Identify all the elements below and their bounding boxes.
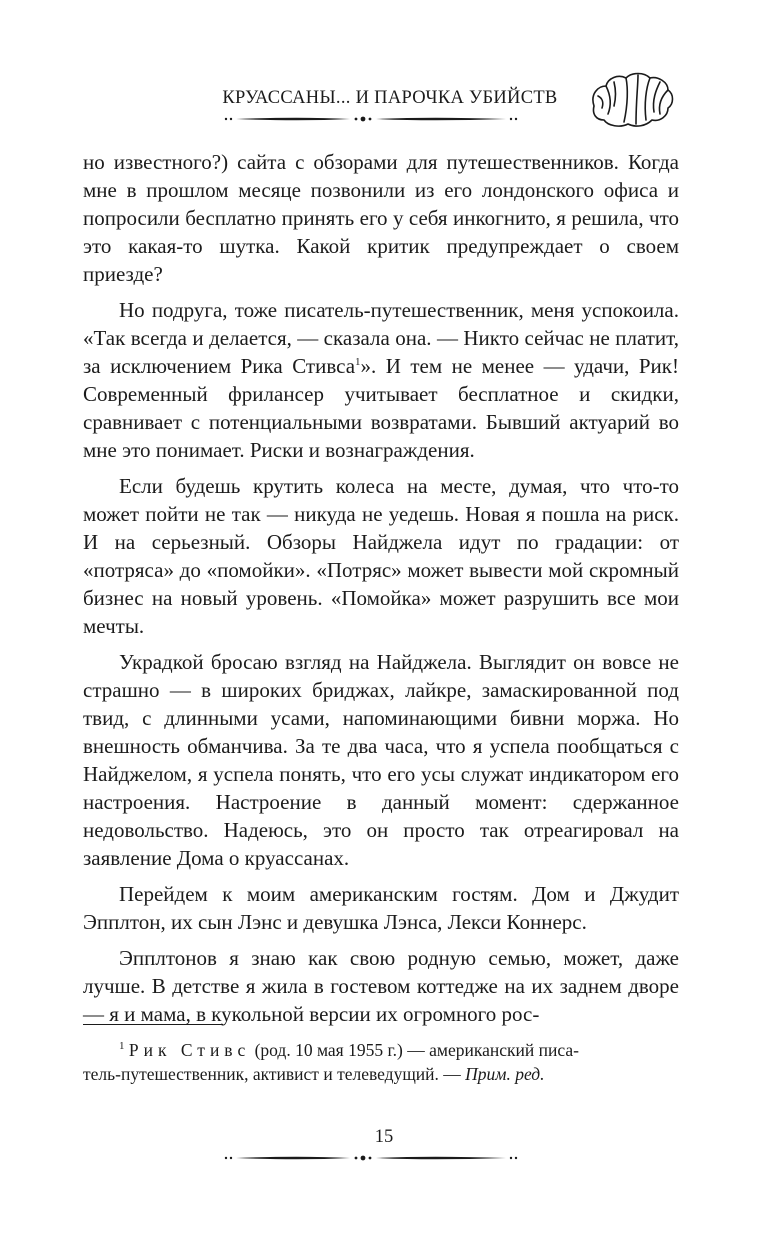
footnote-name: Рик Стивс xyxy=(128,1040,251,1060)
footnote-divider xyxy=(83,1024,223,1025)
paragraph: но известного?) сайта с обзорами для путешественников. Когда мне в прошлом месяце позвонили из его лондонского офиса и попросили бесплатно принять его у себя инкогнито, я решила, что это какая-то шутка. Какой критик предупреждает о своем приезде? xyxy=(83,150,679,286)
footnote-text: тель-путешественник, активист и телеведущий. — xyxy=(83,1064,461,1084)
footnote-line xyxy=(83,1038,679,1062)
footer-ornament xyxy=(0,1151,768,1165)
page-number: 15 xyxy=(374,1127,394,1147)
paragraph-text: Но подруга, тоже писатель-путешественник, меня успокоила. «Так всегда и делается, — сказала она. — Никто сейчас не платит, за исключением Рика Стивса xyxy=(83,298,679,378)
footnote-marker: 1 xyxy=(119,1040,125,1053)
running-title: КРУАССАНЫ... И ПАРОЧКА УБИЙСТВ xyxy=(222,88,558,108)
paragraph: Если будешь крутить колеса на месте, думая, что что-то может пойти не так — никуда не уедешь. Новая я пошла на риск. И на серьезный. Обзоры Найджела идут по градации: от «потряса» до «помойки». «Потряс» может вывести мой скромный бизнес на новый уровень. «Помойка» может разрушить все мои мечты. xyxy=(83,474,679,638)
main-text xyxy=(83,148,679,1036)
paragraph-text: ». И тем не менее — удачи, Рик! Современный фрилансер учитывает бесплатное и скидки, сравнивает с потенциальными возвратами. Бывший актуарий во мне это понимает. Риски и вознаграждения. xyxy=(83,354,679,462)
paragraph xyxy=(83,296,679,464)
editor-note: Прим. ред. xyxy=(465,1064,545,1084)
footnote-line xyxy=(83,1062,679,1086)
header-ornament xyxy=(0,112,768,126)
footnote xyxy=(83,1038,679,1086)
paragraph: Эпплтонов я знаю как свою родную семью, может, даже лучше. В детстве я жила в гостевом коттедже на их заднем дворе — я и мама, в кукольной версии их огромного рос- xyxy=(83,946,679,1026)
paragraph: Перейдем к моим американским гостям. Дом и Джудит Эпплтон, их сын Лэнс и девушка Лэнса, Лекси Коннерс. xyxy=(83,882,679,934)
footnote-reference: 1 xyxy=(355,356,361,368)
paragraph: Украдкой бросаю взгляд на Найджела. Выглядит он вовсе не страшно — в широких бриджах, лайкре, замаскированной под твид, с длинными усами, напоминающими бивни моржа. Но внешность обманчива. За те два часа, что я успела пообщаться с Найджелом, я успела понять, что его усы служат индикатором его настроения. Настроение в данный момент: сдержанное недовольство. Надеюсь, это он просто так отреагировал на заявление Дома о круассанах. xyxy=(83,650,679,870)
footnote-text: (род. 10 мая 1955 г.) — американский писа- xyxy=(254,1040,579,1060)
